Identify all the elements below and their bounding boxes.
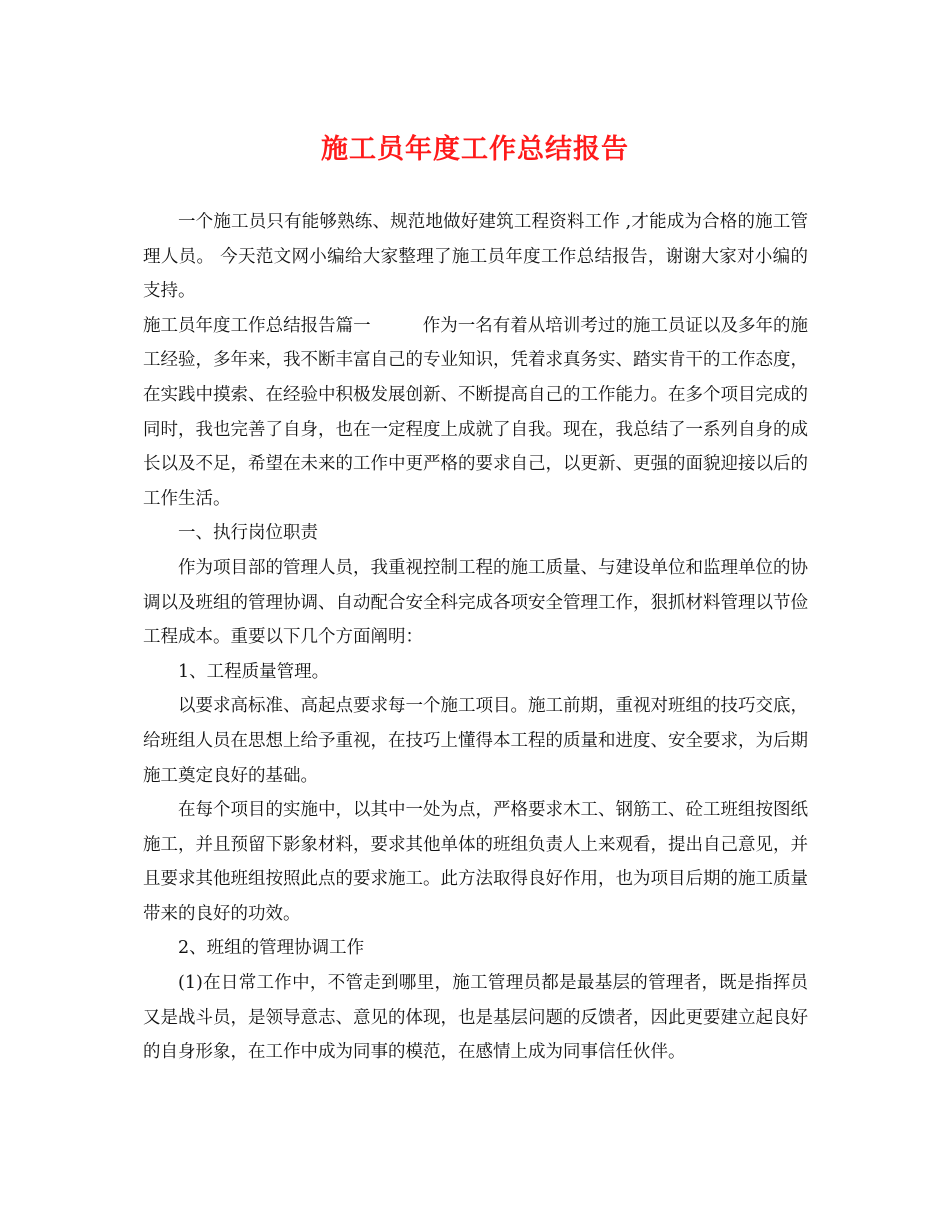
paragraph-quality-implementation: 在每个项目的实施中，以其中一处为点，严格要求木工、钢筋工、砼工班组按图纸施工，并且预留下影象材料，要求其他单体的班组负责人上来观看，提出自己意见，并且要求其他班组按照此点的要求施工。此方法取得良好作用，也为项目后期的施工质量带来的良好的功效。 (143, 800, 808, 924)
section-lead-text: 作为一名有着从培训考过的施工员证以及多年的施工经验，多年来，我不断丰富自己的专业知识，凭着求真务实、踏实肯干的工作态度，在实践中摸索、在经验中积极发展创新、不断提高自己的工作能力。在多个项目完成的同时，我也完善了自身，也在一定程度上成就了自我。现在，我总结了一系列自身的成长以及不足，希望在未来的工作中更严格的要求自己，以更新、更强的面貌迎接以后的工作生活。 (143, 315, 809, 509)
heading-duties: 一、执行岗位职责 (178, 523, 318, 544)
section-heading: 施工员年度工作总结报告篇一 (143, 315, 371, 336)
document-body (143, 205, 808, 1070)
intro-paragraph: 一个施工员只有能够熟练、规范地做好建筑工程资料工作 ,才能成为合格的施工管理人员。 今天范文网小编给大家整理了施工员年度工作总结报告，谢谢大家对小编的支持。 (143, 212, 808, 302)
paragraph-team-management: (1)在日常工作中，不管走到哪里，施工管理员都是最基层的管理者，既是指挥员又是战斗员，是领导意志、意见的体现，也是基层问题的反馈者，因此更要建立起良好的自身形象，在工作中成为同事的模范，在感情上成为同事信任伙伴。 (143, 973, 808, 1063)
paragraph-quality-standard: 以要求高标准、高起点要求每一个施工项目。施工前期，重视对班组的技巧交底，给班组人员在思想上给予重视，在技巧上懂得本工程的质量和进度、安全要求，为后期施工奠定良好的基础。 (143, 696, 808, 786)
subheading-quality: 1、工程质量管理。 (178, 661, 330, 682)
document-title: 施工员年度工作总结报告 (321, 134, 629, 165)
paragraph-duties: 作为项目部的管理人员，我重视控制工程的施工质量、与建设单位和监理单位的协调以及班组的管理协调、自动配合安全科完成各项安全管理工作，狠抓材料管理以节俭工程成本。重要以下几个方面阐明： (143, 557, 808, 648)
subheading-team-management: 2、班组的管理协调工作 (178, 938, 365, 959)
section-paragraph (143, 309, 808, 517)
